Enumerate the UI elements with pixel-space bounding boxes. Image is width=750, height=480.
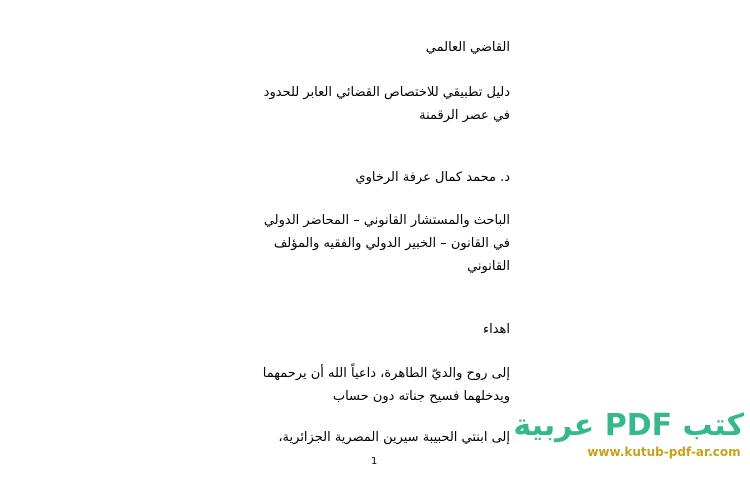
author-block: [230, 166, 510, 189]
dedication-heading-block: [230, 318, 510, 341]
document-subtitle: [230, 81, 510, 127]
dedication-line: إلى روح والديّ الطاهرة، داعياً الله أن يرحمهما: [262, 366, 510, 381]
page-number: 1: [371, 456, 378, 467]
author-description-line: في القانون – الخبير الدولي والفقيه والمؤلف: [273, 236, 510, 251]
dedication-line: إلى ابنتي الحبيبة سيرين المصرية الجزائرية،: [278, 430, 510, 445]
author-description-line: القانوني: [467, 259, 510, 274]
document-title: القاضي العالمي: [425, 40, 510, 55]
subtitle-line: في عصر الرقمنة: [419, 108, 510, 123]
author-name: د. محمد كمال عرفة الرخاوي: [355, 170, 510, 185]
dedication-paragraph: [230, 362, 510, 408]
watermark-url: www.kutub-pdf-ar.com: [587, 445, 741, 459]
author-description-line: الباحث والمستشار القانوني – المحاضر الدولي: [263, 213, 510, 228]
watermark-title: كتب PDF عربية: [513, 408, 744, 443]
dedication-heading: اهداء: [482, 322, 510, 337]
subtitle-line: دليل تطبيقي للاختصاص القضائي العابر للحدود: [263, 85, 510, 100]
dedication-line: ويدخلهما فسيح جناته دون حساب: [332, 389, 510, 404]
document-title-block: [230, 36, 510, 59]
author-description: [230, 209, 510, 278]
dedication-paragraph-2: [230, 426, 510, 449]
watermark-logo: [513, 408, 744, 460]
